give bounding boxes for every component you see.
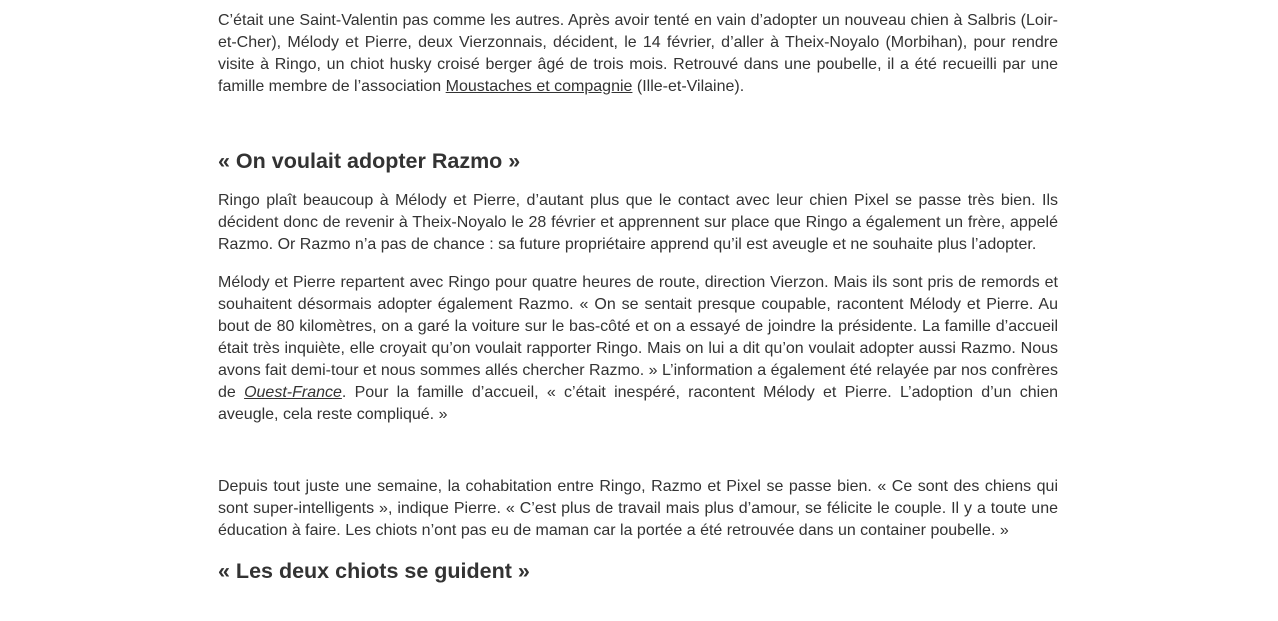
link-moustaches-et-compagnie[interactable]: Moustaches et compagnie (445, 78, 633, 95)
section-heading-chiots: « Les deux chiots se guident » (218, 559, 530, 583)
article-body (218, 10, 1058, 584)
link-ouest-france[interactable]: Ouest-France (244, 384, 342, 401)
paragraph-text: (Ille-et-Vilaine). (632, 78, 745, 95)
paragraph-return (218, 272, 1058, 426)
paragraph-intro (218, 10, 1058, 98)
paragraph-cohabitation: Depuis tout juste une semaine, la cohabitation entre Ringo, Razmo et Pixel se passe bien. « Ce sont des chiens qui sont super-intelligents », indique Pierre. « C’est plus de travail mais plus d’amour, se félicite le couple. Il y a toute une éducation à faire. Les chiots n’ont pas eu de maman car la portée a été retrouvée dans un container poubelle. » (218, 478, 1058, 539)
paragraph-text: . Pour la famille d’accueil, « c’était inespéré, racontent Mélody et Pierre. L’adoption d’un chien aveugle, cela reste compliqué. » (218, 384, 1058, 423)
paragraph-text: Mélody et Pierre repartent avec Ringo pour quatre heures de route, direction Vierzon. Mais ils sont pris de remords et souhaitent désormais adopter également Razmo. « On se sentait presque coupable, racontent Mélody et Pierre. Au bout de 80 kilomètres, on a garé la voiture sur le bas-côté et on a essayé de joindre la présidente. La famille d’accueil était très inquiète, elle croyait qu’on voulait rapporter Ringo. Mais on lui a dit qu’on voulait adopter aussi Razmo. Nous avons fait demi-tour et nous sommes allés chercher Razmo. » L’information a également été relayée par nos confrères de (218, 274, 1058, 401)
paragraph-text: C’était une Saint-Valentin pas comme les autres. Après avoir tenté en vain d’adopter un nouveau chien à Salbris (Loir-et-Cher), Mélody et Pierre, deux Vierzonnais, décident, le 14 février, d’aller à Theix-Noyalo (Morbihan), pour rendre visite à Ringo, un chiot husky croisé berger âgé de trois mois. Retrouvé dans une poubelle, il a été recueilli par une famille membre de l’association (218, 12, 1058, 95)
paragraph-ringo: Ringo plaît beaucoup à Mélody et Pierre, d’autant plus que le contact avec leur chien Pixel se passe très bien. Ils décident donc de revenir à Theix-Noyalo le 28 février et apprennent sur place que Ringo a également un frère, appelé Razmo. Or Razmo n’a pas de chance : sa future propriétaire apprend qu’il est aveugle et ne souhaite plus l’adopter. (218, 192, 1058, 253)
section-heading-razmo: « On voulait adopter Razmo » (218, 149, 521, 173)
